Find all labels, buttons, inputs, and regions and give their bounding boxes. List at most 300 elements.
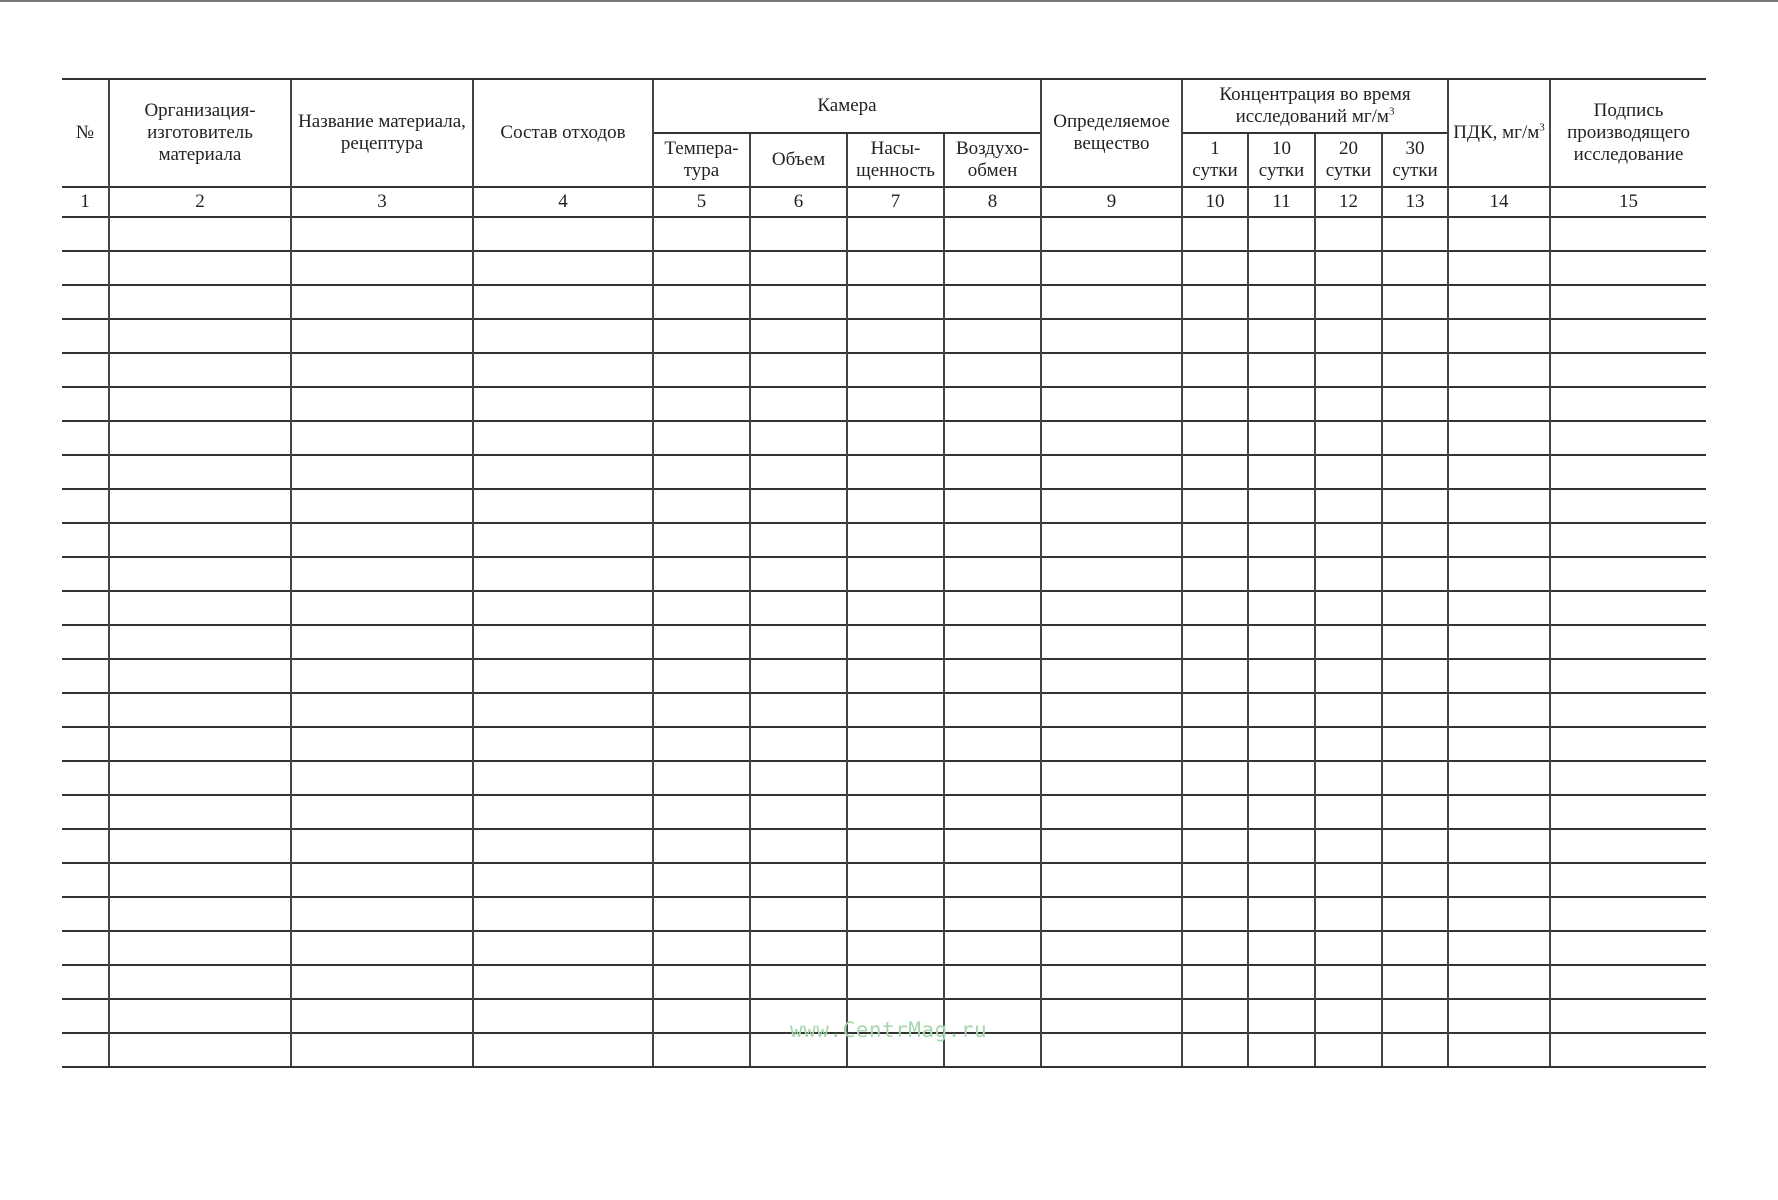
table-cell	[1248, 353, 1315, 387]
table-cell	[1448, 727, 1550, 761]
table-cell	[109, 659, 291, 693]
table-cell	[62, 251, 109, 285]
table-cell	[109, 897, 291, 931]
table-cell	[1315, 285, 1382, 319]
table-cell	[1041, 387, 1182, 421]
table-cell	[1041, 455, 1182, 489]
table-cell	[944, 489, 1041, 523]
table-cell	[1382, 625, 1448, 659]
table-cell	[1448, 489, 1550, 523]
table-cell	[1248, 795, 1315, 829]
table-cell	[944, 319, 1041, 353]
table-row	[62, 897, 1706, 931]
table-cell	[1448, 217, 1550, 251]
table-cell	[1315, 931, 1382, 965]
header-day-20-unit: сутки	[1325, 160, 1372, 181]
table-cell	[750, 285, 847, 319]
journal-table	[62, 78, 1706, 1068]
table-cell	[1550, 829, 1706, 863]
table-cell	[847, 931, 944, 965]
table-row	[62, 591, 1706, 625]
table-cell	[1448, 795, 1550, 829]
table-cell	[62, 829, 109, 863]
table-cell	[473, 693, 653, 727]
table-cell	[1382, 931, 1448, 965]
table-cell	[1382, 727, 1448, 761]
table-cell	[847, 285, 944, 319]
table-cell	[473, 251, 653, 285]
table-row	[62, 693, 1706, 727]
table-cell	[750, 591, 847, 625]
table-cell	[1248, 557, 1315, 591]
table-cell	[847, 455, 944, 489]
table-cell	[1382, 489, 1448, 523]
table-cell	[62, 319, 109, 353]
table-cell	[847, 897, 944, 931]
table-row	[62, 931, 1706, 965]
table-cell	[1550, 421, 1706, 455]
table-cell	[291, 761, 473, 795]
table-cell	[653, 591, 750, 625]
table-cell	[473, 489, 653, 523]
top-rule	[0, 0, 1778, 2]
table-cell	[291, 829, 473, 863]
header-saturation: Насы-щенность	[847, 133, 944, 187]
table-cell	[1248, 217, 1315, 251]
table-cell	[1315, 217, 1382, 251]
table-cell	[1448, 625, 1550, 659]
table-cell	[473, 795, 653, 829]
table-cell	[109, 999, 291, 1033]
table-cell	[62, 761, 109, 795]
table-cell	[1550, 931, 1706, 965]
table-cell	[1448, 693, 1550, 727]
table-cell	[1550, 727, 1706, 761]
table-cell	[1041, 795, 1182, 829]
table-cell	[1248, 285, 1315, 319]
table-cell	[750, 319, 847, 353]
table-cell	[944, 217, 1041, 251]
table-cell	[1182, 693, 1248, 727]
table-cell	[1382, 1033, 1448, 1067]
table-cell	[109, 761, 291, 795]
table-cell	[1550, 659, 1706, 693]
table-row	[62, 795, 1706, 829]
table-cell	[62, 625, 109, 659]
table-cell	[1448, 251, 1550, 285]
table-cell	[750, 693, 847, 727]
table-cell	[1315, 897, 1382, 931]
column-number: 4	[473, 187, 653, 217]
header-pdk-text: ПДК, мг/м	[1453, 122, 1540, 143]
table-cell	[750, 897, 847, 931]
table-cell	[291, 727, 473, 761]
table-cell	[1315, 319, 1382, 353]
table-cell	[1448, 999, 1550, 1033]
table-cell	[1550, 557, 1706, 591]
table-cell	[1382, 863, 1448, 897]
table-cell	[653, 897, 750, 931]
table-cell	[291, 285, 473, 319]
table-row	[62, 761, 1706, 795]
table-cell	[944, 251, 1041, 285]
table-cell	[1382, 285, 1448, 319]
table-cell	[1182, 353, 1248, 387]
table-cell	[1248, 659, 1315, 693]
table-cell	[1041, 523, 1182, 557]
column-number: 1	[62, 187, 109, 217]
table-cell	[473, 897, 653, 931]
column-number: 14	[1448, 187, 1550, 217]
table-cell	[1315, 999, 1382, 1033]
table-cell	[473, 557, 653, 591]
table-cell	[473, 999, 653, 1033]
header-waste-composition: Состав отходов	[473, 79, 653, 187]
header-pdk	[1448, 79, 1550, 187]
table-cell	[1182, 217, 1248, 251]
table-cell	[473, 421, 653, 455]
table-cell	[1448, 557, 1550, 591]
table-cell	[944, 421, 1041, 455]
table-cell	[1315, 795, 1382, 829]
table-row	[62, 353, 1706, 387]
table-row	[62, 489, 1706, 523]
column-number: 3	[291, 187, 473, 217]
table-cell	[62, 999, 109, 1033]
table-cell	[1448, 387, 1550, 421]
table-cell	[291, 557, 473, 591]
table-cell	[750, 625, 847, 659]
table-row	[62, 523, 1706, 557]
table-cell	[944, 387, 1041, 421]
table-row	[62, 965, 1706, 999]
table-cell	[653, 727, 750, 761]
table-cell	[291, 659, 473, 693]
table-cell	[653, 217, 750, 251]
table-cell	[1041, 693, 1182, 727]
table-cell	[1315, 659, 1382, 693]
table-row	[62, 863, 1706, 897]
header-no: №	[62, 79, 109, 187]
table-cell	[1382, 659, 1448, 693]
table-cell	[1182, 659, 1248, 693]
table-cell	[1448, 353, 1550, 387]
header-concentration-sup: 3	[1388, 105, 1395, 118]
table-cell	[1041, 931, 1182, 965]
header-substance: Определяемое вещество	[1041, 79, 1182, 187]
column-number: 9	[1041, 187, 1182, 217]
table-cell	[1382, 251, 1448, 285]
table-cell	[944, 591, 1041, 625]
table-cell	[1182, 387, 1248, 421]
table-cell	[653, 489, 750, 523]
table-cell	[1041, 489, 1182, 523]
table-cell	[1382, 217, 1448, 251]
table-cell	[750, 251, 847, 285]
table-cell	[847, 353, 944, 387]
table-cell	[291, 931, 473, 965]
table-cell	[653, 1033, 750, 1067]
header-day-30	[1382, 133, 1448, 187]
table-cell	[653, 659, 750, 693]
header-day-30-num: 30	[1405, 138, 1425, 159]
table-cell	[847, 523, 944, 557]
table-cell	[1041, 285, 1182, 319]
table-cell	[944, 965, 1041, 999]
table-cell	[750, 421, 847, 455]
table-cell	[1550, 965, 1706, 999]
table-cell	[62, 353, 109, 387]
table-cell	[944, 285, 1041, 319]
table-cell	[109, 795, 291, 829]
table-cell	[109, 829, 291, 863]
table-cell	[653, 319, 750, 353]
table-cell	[653, 251, 750, 285]
table-cell	[1182, 999, 1248, 1033]
table-cell	[1550, 897, 1706, 931]
table-cell	[1315, 251, 1382, 285]
table-cell	[291, 387, 473, 421]
header-organization: Организация-изготовитель материала	[109, 79, 291, 187]
table-cell	[1041, 625, 1182, 659]
table-cell	[62, 591, 109, 625]
table-cell	[1041, 353, 1182, 387]
table-cell	[1182, 727, 1248, 761]
table-cell	[1448, 319, 1550, 353]
table-cell	[473, 591, 653, 625]
table-cell	[944, 625, 1041, 659]
table-cell	[847, 217, 944, 251]
table-row	[62, 387, 1706, 421]
table-cell	[1315, 455, 1382, 489]
table-cell	[109, 931, 291, 965]
table-row	[62, 421, 1706, 455]
table-cell	[1448, 455, 1550, 489]
column-number-row	[62, 187, 1706, 217]
table-cell	[653, 965, 750, 999]
table-cell	[1382, 523, 1448, 557]
table-cell	[109, 693, 291, 727]
table-cell	[1315, 1033, 1382, 1067]
table-cell	[944, 659, 1041, 693]
header-volume: Объем	[750, 133, 847, 187]
table-row	[62, 727, 1706, 761]
table-cell	[1550, 693, 1706, 727]
table-cell	[1182, 795, 1248, 829]
table-cell	[750, 863, 847, 897]
table-cell	[109, 285, 291, 319]
table-cell	[750, 965, 847, 999]
table-cell	[109, 455, 291, 489]
table-cell	[1550, 455, 1706, 489]
table-cell	[1315, 625, 1382, 659]
table-cell	[291, 795, 473, 829]
journal-body	[62, 187, 1706, 1067]
table-cell	[1550, 795, 1706, 829]
table-row	[62, 625, 1706, 659]
table-cell	[750, 795, 847, 829]
table-cell	[473, 455, 653, 489]
table-cell	[1041, 1033, 1182, 1067]
table-cell	[62, 557, 109, 591]
table-cell	[109, 557, 291, 591]
table-cell	[1382, 761, 1448, 795]
table-cell	[473, 353, 653, 387]
table-cell	[1248, 421, 1315, 455]
table-cell	[1248, 523, 1315, 557]
table-cell	[1315, 557, 1382, 591]
table-cell	[750, 659, 847, 693]
table-cell	[750, 727, 847, 761]
table-cell	[109, 965, 291, 999]
column-number: 6	[750, 187, 847, 217]
table-cell	[1550, 863, 1706, 897]
table-cell	[750, 829, 847, 863]
table-cell	[944, 761, 1041, 795]
table-cell	[1041, 761, 1182, 795]
table-cell	[1382, 455, 1448, 489]
table-cell	[750, 217, 847, 251]
table-cell	[62, 965, 109, 999]
table-cell	[1448, 1033, 1550, 1067]
table-cell	[1315, 863, 1382, 897]
table-cell	[291, 897, 473, 931]
table-cell	[291, 319, 473, 353]
table-cell	[62, 455, 109, 489]
table-cell	[1182, 285, 1248, 319]
table-cell	[1550, 285, 1706, 319]
table-cell	[653, 761, 750, 795]
table-cell	[1041, 557, 1182, 591]
table-cell	[1448, 659, 1550, 693]
table-cell	[653, 693, 750, 727]
table-cell	[1550, 625, 1706, 659]
table-cell	[1382, 421, 1448, 455]
table-cell	[109, 863, 291, 897]
table-cell	[653, 829, 750, 863]
table-cell	[473, 931, 653, 965]
table-cell	[847, 829, 944, 863]
table-cell	[1041, 659, 1182, 693]
table-row	[62, 319, 1706, 353]
table-cell	[944, 557, 1041, 591]
table-cell	[1550, 591, 1706, 625]
column-number: 7	[847, 187, 944, 217]
table-cell	[1248, 591, 1315, 625]
column-number: 13	[1382, 187, 1448, 217]
table-cell	[109, 727, 291, 761]
table-cell	[847, 319, 944, 353]
table-cell	[291, 217, 473, 251]
table-cell	[750, 523, 847, 557]
table-cell	[1550, 217, 1706, 251]
header-day-10-num: 10	[1272, 138, 1291, 159]
table-cell	[1550, 1033, 1706, 1067]
table-cell	[1248, 693, 1315, 727]
table-cell	[1448, 523, 1550, 557]
table-cell	[1248, 761, 1315, 795]
table-cell	[1182, 625, 1248, 659]
table-cell	[1248, 829, 1315, 863]
table-cell	[1315, 761, 1382, 795]
table-cell	[109, 1033, 291, 1067]
table-cell	[847, 693, 944, 727]
table-cell	[291, 591, 473, 625]
table-cell	[1041, 965, 1182, 999]
table-cell	[1382, 965, 1448, 999]
table-cell	[1382, 557, 1448, 591]
table-cell	[109, 353, 291, 387]
header-temperature: Темпера-тура	[653, 133, 750, 187]
table-cell	[473, 965, 653, 999]
table-cell	[1382, 897, 1448, 931]
table-cell	[1182, 863, 1248, 897]
table-cell	[1248, 931, 1315, 965]
table-cell	[1315, 693, 1382, 727]
table-cell	[291, 999, 473, 1033]
table-cell	[291, 353, 473, 387]
table-cell	[1182, 319, 1248, 353]
header-chamber-group: Камера	[653, 79, 1041, 133]
table-cell	[109, 591, 291, 625]
table-cell	[750, 931, 847, 965]
table-cell	[62, 693, 109, 727]
table-cell	[653, 421, 750, 455]
table-row	[62, 251, 1706, 285]
table-cell	[1248, 489, 1315, 523]
table-cell	[1248, 625, 1315, 659]
table-cell	[473, 761, 653, 795]
table-cell	[473, 217, 653, 251]
table-cell	[653, 795, 750, 829]
table-cell	[1448, 829, 1550, 863]
table-cell	[291, 625, 473, 659]
table-cell	[1248, 251, 1315, 285]
table-cell	[1448, 591, 1550, 625]
header-air-exchange: Воздухо-обмен	[944, 133, 1041, 187]
table-cell	[1248, 387, 1315, 421]
table-cell	[847, 795, 944, 829]
table-cell	[1315, 965, 1382, 999]
table-cell	[944, 693, 1041, 727]
watermark: www.CentrMag.ru	[790, 1018, 988, 1042]
table-row	[62, 285, 1706, 319]
table-cell	[1248, 863, 1315, 897]
table-cell	[109, 421, 291, 455]
table-cell	[1550, 251, 1706, 285]
table-cell	[847, 387, 944, 421]
table-cell	[109, 217, 291, 251]
table-cell	[62, 863, 109, 897]
table-cell	[847, 591, 944, 625]
table-cell	[1382, 999, 1448, 1033]
table-cell	[653, 557, 750, 591]
table-cell	[1448, 897, 1550, 931]
table-cell	[1315, 421, 1382, 455]
table-cell	[653, 387, 750, 421]
table-cell	[944, 863, 1041, 897]
table-cell	[1248, 1033, 1315, 1067]
table-cell	[847, 965, 944, 999]
table-cell	[1041, 863, 1182, 897]
table-cell	[750, 557, 847, 591]
table-cell	[1448, 421, 1550, 455]
column-number: 11	[1248, 187, 1315, 217]
table-cell	[1248, 727, 1315, 761]
table-cell	[847, 863, 944, 897]
column-number: 5	[653, 187, 750, 217]
table-cell	[473, 1033, 653, 1067]
